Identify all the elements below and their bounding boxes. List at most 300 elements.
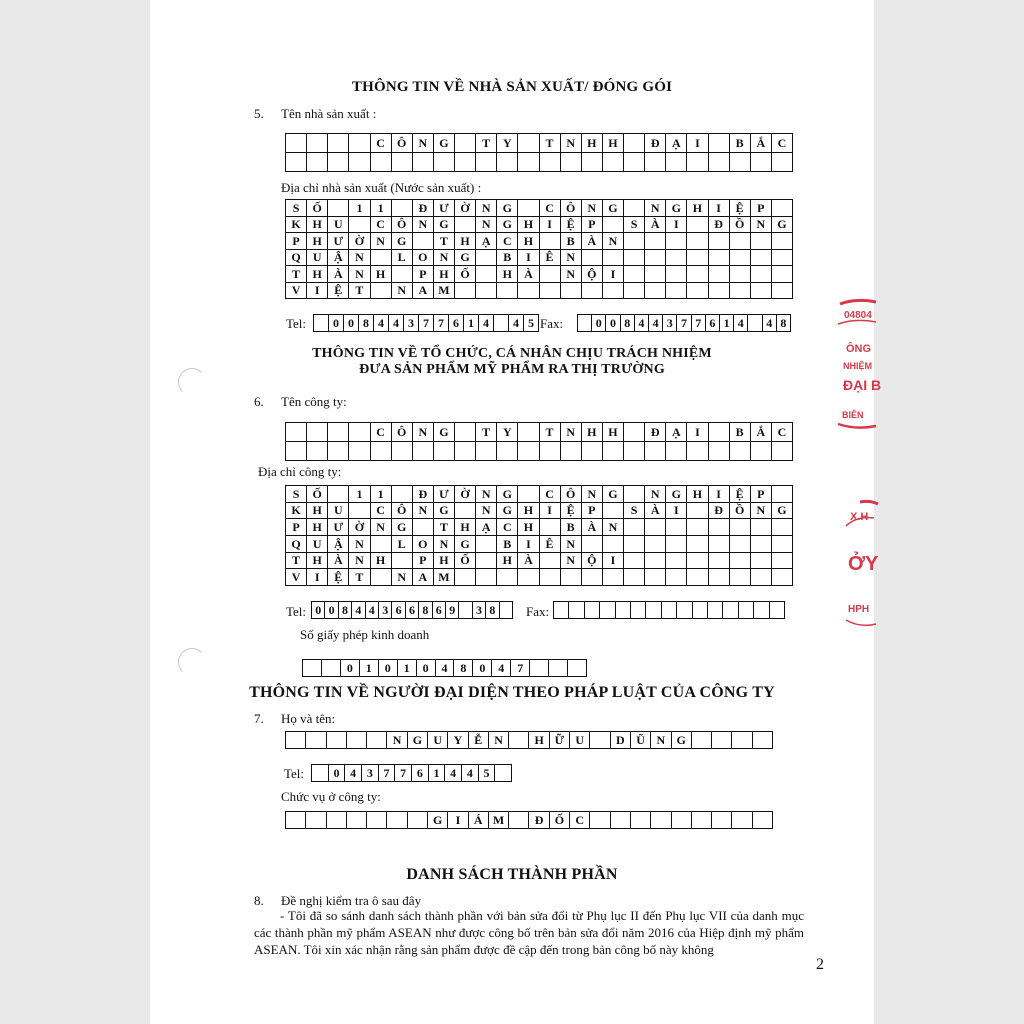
grid-cell: U xyxy=(328,503,349,520)
grid-cell xyxy=(561,283,582,300)
grid-cell xyxy=(709,250,730,267)
grid-cell: T xyxy=(540,134,561,153)
grid-cell xyxy=(709,134,730,153)
grid-cell: P xyxy=(286,233,307,250)
grid-cell xyxy=(459,602,472,619)
grid-cell: 6 xyxy=(412,765,429,782)
grid-cell xyxy=(306,812,326,829)
grid-cell: Ư xyxy=(328,233,349,250)
grid-cell xyxy=(751,153,772,172)
grid-cell: H xyxy=(518,519,539,536)
manufacturer-address-grid xyxy=(285,199,793,299)
grid-cell xyxy=(730,442,751,461)
grid-cell: N xyxy=(349,250,370,267)
grid-cell: 0 xyxy=(606,315,620,332)
grid-cell: À xyxy=(645,217,666,234)
grid-cell xyxy=(730,153,751,172)
grid-cell: 4 xyxy=(492,660,511,677)
item-number-6: 6. xyxy=(254,394,264,409)
grid-cell xyxy=(371,442,392,461)
grid-cell xyxy=(753,732,773,749)
grid-cell: G xyxy=(428,812,448,829)
grid-cell xyxy=(709,536,730,553)
grid-cell: H xyxy=(307,519,328,536)
grid-cell xyxy=(709,233,730,250)
grid-cell xyxy=(651,812,671,829)
grid-cell: N xyxy=(751,217,772,234)
grid-cell: G xyxy=(434,217,455,234)
grid-cell xyxy=(582,442,603,461)
grid-cell: Y xyxy=(497,134,518,153)
grid-cell xyxy=(327,732,347,749)
grid-cell xyxy=(307,134,328,153)
grid-cell xyxy=(434,153,455,172)
stamp-bottom-line-1: X.H xyxy=(850,511,869,523)
grid-cell: Ờ xyxy=(455,486,476,503)
grid-cell: M xyxy=(489,812,509,829)
grid-cell xyxy=(753,812,773,829)
grid-cell xyxy=(497,569,518,586)
stamp-top-line-3: NHIỆM xyxy=(843,361,872,371)
grid-cell xyxy=(624,233,645,250)
grid-cell xyxy=(666,536,687,553)
grid-cell xyxy=(349,503,370,520)
grid-cell xyxy=(540,569,561,586)
grid-cell xyxy=(509,732,529,749)
grid-cell xyxy=(582,153,603,172)
grid-cell: 8 xyxy=(359,315,374,332)
grid-cell xyxy=(624,553,645,570)
grid-cell xyxy=(392,486,413,503)
grid-cell: H xyxy=(371,266,392,283)
grid-cell: B xyxy=(730,423,751,442)
grid-cell: N xyxy=(476,486,497,503)
grid-cell: C xyxy=(371,423,392,442)
grid-cell: L xyxy=(392,536,413,553)
grid-cell xyxy=(590,732,610,749)
grid-cell: H xyxy=(434,266,455,283)
grid-cell: 0 xyxy=(379,660,398,677)
grid-cell xyxy=(751,250,772,267)
grid-cell xyxy=(772,519,793,536)
grid-cell: 4 xyxy=(345,765,362,782)
grid-cell: 0 xyxy=(344,315,359,332)
grid-cell xyxy=(687,153,708,172)
grid-cell xyxy=(476,536,497,553)
grid-cell: Ữ xyxy=(550,732,570,749)
grid-cell xyxy=(751,233,772,250)
grid-cell: N xyxy=(603,519,624,536)
grid-cell: C xyxy=(540,486,561,503)
grid-cell xyxy=(497,283,518,300)
grid-cell: C xyxy=(371,134,392,153)
grid-cell: Đ xyxy=(413,200,434,217)
grid-cell xyxy=(585,602,600,619)
grid-cell xyxy=(518,200,539,217)
grid-cell xyxy=(327,812,347,829)
grid-cell: N xyxy=(561,536,582,553)
grid-cell: H xyxy=(687,200,708,217)
grid-cell: U xyxy=(307,536,328,553)
grid-cell xyxy=(455,569,476,586)
grid-cell xyxy=(687,233,708,250)
grid-cell xyxy=(624,569,645,586)
grid-cell: Đ xyxy=(709,503,730,520)
grid-cell xyxy=(624,536,645,553)
grid-cell xyxy=(666,250,687,267)
manufacturer-tel-label: Tel: xyxy=(286,316,307,331)
grid-cell: O xyxy=(413,250,434,267)
grid-cell: À xyxy=(518,266,539,283)
grid-cell xyxy=(687,519,708,536)
grid-cell xyxy=(603,569,624,586)
grid-cell: Ố xyxy=(455,553,476,570)
grid-cell: T xyxy=(540,423,561,442)
grid-cell: 4 xyxy=(352,602,365,619)
manufacturer-name-label: Tên nhà sản xuất : xyxy=(281,106,377,121)
grid-cell xyxy=(645,153,666,172)
grid-cell: N xyxy=(392,283,413,300)
grid-cell xyxy=(603,153,624,172)
grid-cell: 5 xyxy=(524,315,539,332)
grid-cell: C xyxy=(772,423,793,442)
grid-cell: B xyxy=(561,233,582,250)
grid-cell: À xyxy=(518,553,539,570)
grid-cell: 1 xyxy=(464,315,479,332)
grid-cell: G xyxy=(603,486,624,503)
item-number-5: 5. xyxy=(254,106,264,121)
grid-cell xyxy=(708,602,723,619)
grid-cell xyxy=(540,283,561,300)
grid-cell: C xyxy=(497,519,518,536)
grid-cell xyxy=(347,812,367,829)
grid-cell: H xyxy=(307,266,328,283)
grid-cell: 0 xyxy=(473,660,492,677)
grid-cell xyxy=(645,250,666,267)
grid-cell: S xyxy=(624,217,645,234)
grid-cell: T xyxy=(349,283,370,300)
grid-cell xyxy=(434,442,455,461)
grid-cell: À xyxy=(328,266,349,283)
grid-cell xyxy=(286,732,306,749)
manufacturer-fax-label: Fax: xyxy=(540,316,564,331)
grid-cell xyxy=(666,553,687,570)
grid-cell: 4 xyxy=(734,315,748,332)
grid-cell xyxy=(772,486,793,503)
grid-cell xyxy=(518,569,539,586)
grid-cell xyxy=(709,519,730,536)
grid-cell: H xyxy=(307,503,328,520)
grid-cell: 6 xyxy=(392,602,405,619)
grid-cell xyxy=(314,315,329,332)
company-stamp-bottom xyxy=(826,496,886,636)
grid-cell: 7 xyxy=(419,315,434,332)
grid-cell: K xyxy=(286,503,307,520)
grid-cell xyxy=(672,812,692,829)
grid-cell: 8 xyxy=(454,660,473,677)
grid-cell xyxy=(772,200,793,217)
grid-cell: G xyxy=(672,732,692,749)
grid-cell: Ệ xyxy=(561,503,582,520)
grid-cell: Ờ xyxy=(349,519,370,536)
company-tel-label: Tel: xyxy=(286,604,307,619)
grid-cell xyxy=(730,283,751,300)
grid-cell xyxy=(413,233,434,250)
grid-cell: T xyxy=(286,266,307,283)
grid-cell xyxy=(693,602,708,619)
grid-cell xyxy=(554,602,569,619)
item-number-7: 7. xyxy=(254,711,264,726)
grid-cell: 0 xyxy=(325,602,338,619)
grid-cell xyxy=(645,553,666,570)
grid-cell: G xyxy=(434,134,455,153)
grid-cell xyxy=(518,134,539,153)
grid-cell: G xyxy=(434,503,455,520)
grid-cell: Ậ xyxy=(328,250,349,267)
grid-cell xyxy=(582,569,603,586)
grid-cell: C xyxy=(371,503,392,520)
grid-cell xyxy=(561,442,582,461)
grid-cell: Ạ xyxy=(666,423,687,442)
grid-cell xyxy=(772,569,793,586)
grid-cell: 6 xyxy=(433,602,446,619)
grid-cell xyxy=(495,765,512,782)
grid-cell: 4 xyxy=(445,765,462,782)
business-license-grid xyxy=(302,659,587,677)
grid-cell: Ố xyxy=(550,812,570,829)
grid-cell xyxy=(568,660,587,677)
grid-cell: Ư xyxy=(328,519,349,536)
grid-cell: 0 xyxy=(312,602,325,619)
grid-cell xyxy=(709,553,730,570)
grid-cell: H xyxy=(497,553,518,570)
grid-cell: Ư xyxy=(434,200,455,217)
grid-cell: N xyxy=(651,732,671,749)
grid-cell: G xyxy=(603,200,624,217)
grid-cell: H xyxy=(518,217,539,234)
grid-cell: N xyxy=(349,553,370,570)
grid-cell: N xyxy=(645,486,666,503)
grid-cell xyxy=(349,217,370,234)
grid-cell xyxy=(561,153,582,172)
grid-cell xyxy=(662,602,677,619)
grid-cell: C xyxy=(540,200,561,217)
grid-cell xyxy=(687,442,708,461)
grid-cell: Ạ xyxy=(476,519,497,536)
grid-cell xyxy=(371,283,392,300)
grid-cell: B xyxy=(497,536,518,553)
grid-cell: Ộ xyxy=(582,266,603,283)
grid-cell: V xyxy=(286,283,307,300)
grid-cell xyxy=(751,569,772,586)
company-fax-grid xyxy=(553,601,785,619)
grid-cell xyxy=(286,812,306,829)
grid-cell: Ố xyxy=(307,486,328,503)
grid-cell xyxy=(518,442,539,461)
grid-cell: I xyxy=(709,486,730,503)
company-name-label: Tên công ty: xyxy=(281,394,347,409)
grid-cell: 6 xyxy=(706,315,720,332)
grid-cell xyxy=(624,266,645,283)
grid-cell: M xyxy=(434,283,455,300)
grid-cell xyxy=(578,315,592,332)
responsible-heading-line2: ĐƯA SẢN PHẨM MỸ PHẨM RA THỊ TRƯỜNG xyxy=(359,362,665,377)
grid-cell: G xyxy=(666,486,687,503)
grid-cell xyxy=(624,200,645,217)
grid-cell: T xyxy=(434,519,455,536)
grid-cell: Q xyxy=(286,536,307,553)
grid-cell xyxy=(709,283,730,300)
business-license-label: Số giấy phép kinh doanh xyxy=(300,627,430,642)
grid-cell: 3 xyxy=(404,315,419,332)
grid-cell: Ễ xyxy=(469,732,489,749)
grid-cell: 7 xyxy=(677,315,691,332)
grid-cell: N xyxy=(582,486,603,503)
grid-cell: 0 xyxy=(329,315,344,332)
grid-cell xyxy=(730,233,751,250)
grid-cell: V xyxy=(286,569,307,586)
grid-cell: N xyxy=(751,503,772,520)
grid-cell: Y xyxy=(497,423,518,442)
grid-cell: Ệ xyxy=(730,486,751,503)
stamp-bottom-line-3: HPH xyxy=(848,604,870,615)
grid-cell: N xyxy=(603,233,624,250)
grid-cell: Ồ xyxy=(730,217,751,234)
grid-cell xyxy=(328,200,349,217)
grid-cell xyxy=(772,283,793,300)
company-stamp-top xyxy=(826,296,886,436)
grid-cell xyxy=(611,812,631,829)
grid-cell: H xyxy=(603,134,624,153)
grid-cell xyxy=(687,266,708,283)
grid-cell: Ô xyxy=(392,134,413,153)
grid-cell xyxy=(687,536,708,553)
grid-cell: 7 xyxy=(434,315,449,332)
grid-cell: H xyxy=(497,266,518,283)
grid-cell: T xyxy=(476,423,497,442)
grid-cell xyxy=(286,153,307,172)
grid-cell: H xyxy=(518,503,539,520)
grid-cell: 1 xyxy=(398,660,417,677)
grid-cell: 4 xyxy=(366,602,379,619)
grid-cell: I xyxy=(540,503,561,520)
grid-cell: 1 xyxy=(349,486,370,503)
grid-cell: Ệ xyxy=(730,200,751,217)
grid-cell xyxy=(349,153,370,172)
grid-cell xyxy=(645,233,666,250)
grid-cell: H xyxy=(371,553,392,570)
grid-cell xyxy=(476,553,497,570)
grid-cell xyxy=(347,732,367,749)
grid-cell xyxy=(603,250,624,267)
grid-cell: Ạ xyxy=(666,134,687,153)
grid-cell xyxy=(540,519,561,536)
grid-cell xyxy=(624,283,645,300)
grid-cell xyxy=(392,266,413,283)
grid-cell: S xyxy=(286,486,307,503)
grid-cell xyxy=(723,602,738,619)
grid-cell xyxy=(709,153,730,172)
grid-cell: 7 xyxy=(395,765,412,782)
grid-cell: N xyxy=(434,536,455,553)
grid-cell xyxy=(476,266,497,283)
grid-cell: Đ xyxy=(645,134,666,153)
representative-tel-label: Tel: xyxy=(284,766,305,781)
grid-cell: À xyxy=(582,519,603,536)
grid-cell xyxy=(730,536,751,553)
grid-cell xyxy=(455,283,476,300)
grid-cell xyxy=(455,503,476,520)
grid-cell: T xyxy=(434,233,455,250)
grid-cell xyxy=(590,812,610,829)
grid-cell: I xyxy=(518,536,539,553)
grid-cell xyxy=(772,553,793,570)
grid-cell: N xyxy=(371,233,392,250)
grid-cell: L xyxy=(392,250,413,267)
grid-cell: N xyxy=(476,200,497,217)
grid-cell: T xyxy=(349,569,370,586)
grid-cell: 4 xyxy=(763,315,777,332)
grid-cell xyxy=(732,812,752,829)
grid-cell: C xyxy=(371,217,392,234)
grid-cell: H xyxy=(582,423,603,442)
grid-cell xyxy=(666,442,687,461)
grid-cell xyxy=(709,569,730,586)
grid-cell: 4 xyxy=(462,765,479,782)
grid-cell xyxy=(751,283,772,300)
grid-cell xyxy=(322,660,341,677)
grid-cell: 0 xyxy=(417,660,436,677)
grid-cell: U xyxy=(428,732,448,749)
grid-cell: 0 xyxy=(341,660,360,677)
grid-cell: 5 xyxy=(479,765,496,782)
grid-cell: À xyxy=(645,503,666,520)
grid-cell: 4 xyxy=(635,315,649,332)
grid-cell xyxy=(624,423,645,442)
grid-cell: N xyxy=(413,423,434,442)
grid-cell: T xyxy=(286,553,307,570)
punch-hole-bottom xyxy=(178,648,206,676)
grid-cell: 7 xyxy=(692,315,706,332)
grid-cell: G xyxy=(392,519,413,536)
grid-cell: 8 xyxy=(339,602,352,619)
grid-cell: Á xyxy=(469,812,489,829)
grid-cell xyxy=(392,442,413,461)
grid-cell: U xyxy=(307,250,328,267)
grid-cell: 3 xyxy=(473,602,486,619)
grid-cell xyxy=(687,217,708,234)
grid-cell xyxy=(616,602,631,619)
grid-cell: 3 xyxy=(362,765,379,782)
grid-cell: 4 xyxy=(649,315,663,332)
grid-cell xyxy=(709,442,730,461)
grid-cell xyxy=(349,134,370,153)
grid-cell: 6 xyxy=(406,602,419,619)
grid-cell: N xyxy=(413,217,434,234)
grid-cell xyxy=(413,519,434,536)
grid-cell: H xyxy=(307,553,328,570)
grid-cell xyxy=(392,553,413,570)
grid-cell xyxy=(371,250,392,267)
grid-cell: N xyxy=(582,200,603,217)
grid-cell xyxy=(494,315,509,332)
grid-cell xyxy=(455,153,476,172)
grid-cell: N xyxy=(561,553,582,570)
grid-cell: 4 xyxy=(509,315,524,332)
grid-cell xyxy=(569,602,584,619)
company-address-label: Địa chỉ công ty: xyxy=(258,464,342,479)
grid-cell xyxy=(751,553,772,570)
